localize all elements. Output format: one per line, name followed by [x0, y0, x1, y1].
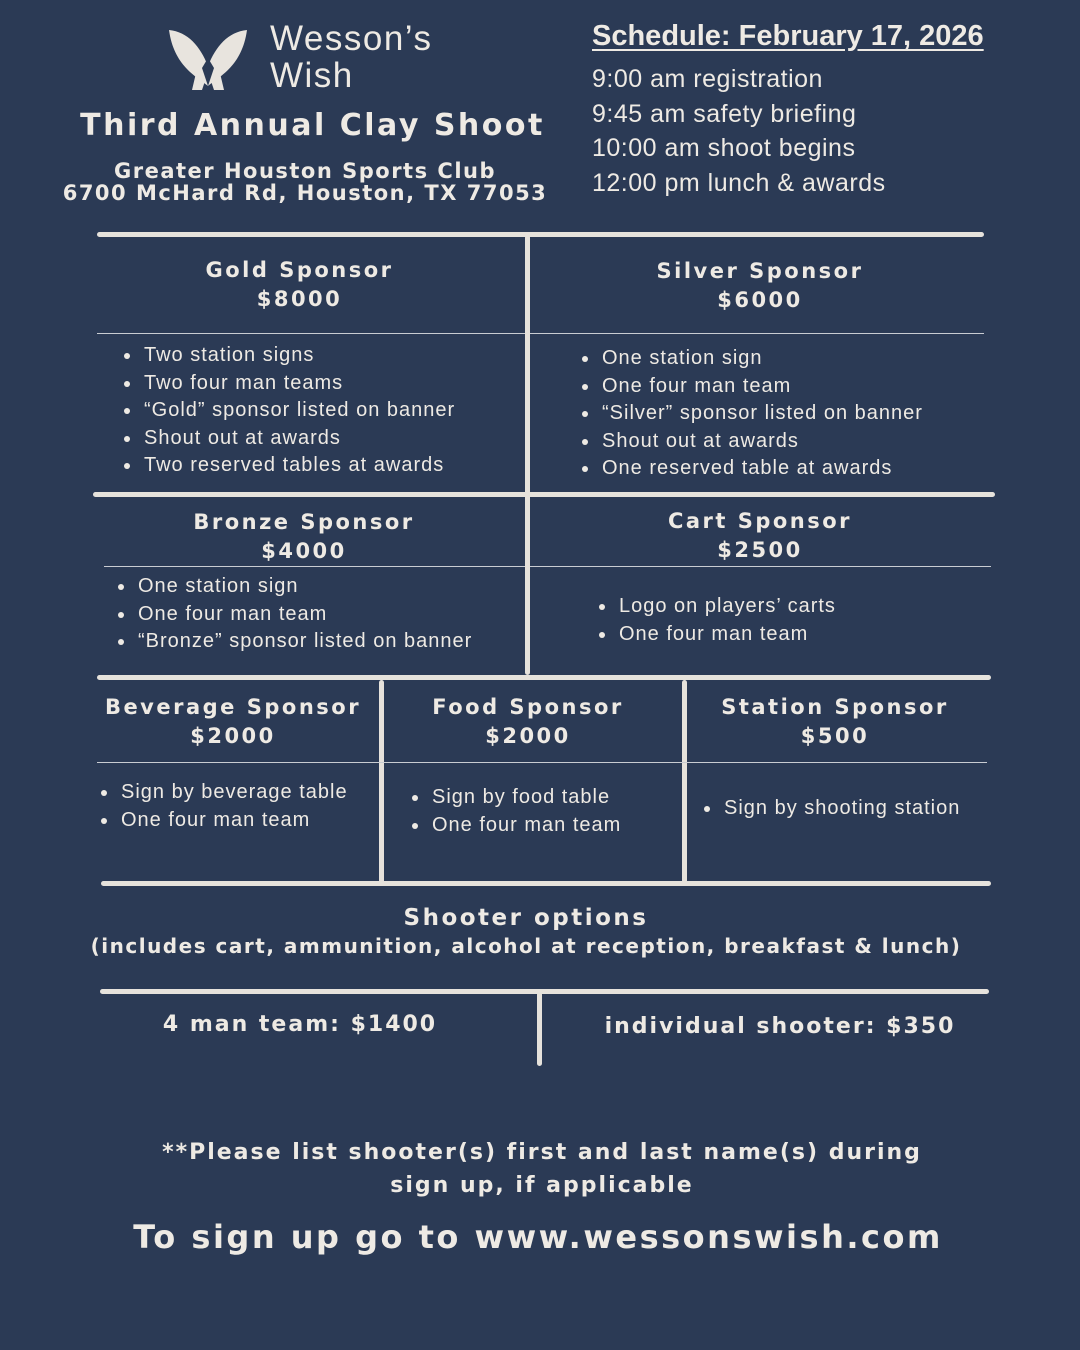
butterfly-logo-icon [166, 26, 250, 94]
food-sponsor-price: $2000 [485, 724, 571, 748]
event-title: Third Annual Clay Shoot [80, 108, 545, 143]
food-sponsor-header [384, 693, 672, 751]
list-item: • One station sign [136, 573, 472, 601]
silver-benefits [576, 345, 923, 483]
list-item: • “Silver” sponsor listed on banner [600, 400, 923, 428]
schedule-heading: Schedule: February 17, 2026 [592, 20, 984, 52]
vdivider-shooter [537, 992, 542, 1066]
food-benefits [406, 784, 621, 839]
list-item: • Sign by food table [430, 784, 621, 812]
divider-row2 [97, 675, 991, 680]
station-sponsor-price: $500 [800, 724, 870, 748]
list-item: • Two station signs [142, 342, 455, 370]
gold-sponsor-header [97, 256, 502, 314]
list-item: • Sign by beverage table [119, 779, 348, 807]
list-item: • Logo on players’ carts [617, 593, 836, 621]
divider-shooter [100, 989, 989, 994]
bronze-sponsor-header [104, 508, 504, 566]
divider-row1 [93, 492, 995, 497]
shooter-subheading: (includes cart, ammunition, alcohol at reception, breakfast & lunch) [90, 934, 962, 958]
cart-benefits [593, 593, 836, 648]
bronze-sponsor-name: Bronze Sponsor [193, 510, 415, 534]
event-venue: Greater Houston Sports Club [113, 159, 497, 183]
thin-rule [530, 333, 984, 334]
gold-sponsor-price: $8000 [256, 287, 343, 311]
list-item: • “Bronze” sponsor listed on banner [136, 628, 472, 656]
beverage-benefits [95, 779, 348, 834]
list-item: • Sign by shooting station [722, 795, 960, 823]
station-benefits [698, 795, 960, 823]
beverage-sponsor-price: $2000 [190, 724, 276, 748]
list-item: • One four man team [136, 601, 472, 629]
individual-price: individual shooter: $350 [604, 1014, 956, 1039]
cart-sponsor-price: $2500 [717, 538, 803, 562]
schedule-list [592, 62, 886, 201]
list-item: • One four man team [119, 807, 348, 835]
beverage-sponsor-name: Beverage Sponsor [104, 695, 362, 719]
signup-link[interactable]: To sign up go to www.wessonswish.com [133, 1218, 943, 1256]
bronze-sponsor-price: $4000 [261, 539, 347, 563]
cart-sponsor-name: Cart Sponsor [667, 509, 853, 533]
event-address: 6700 McHard Rd, Houston, TX 77053 [62, 181, 548, 205]
schedule-item: 12:00 pm lunch & awards [592, 169, 886, 198]
list-item: • Shout out at awards [142, 425, 455, 453]
schedule-item: 10:00 am shoot begins [592, 134, 856, 163]
food-sponsor-name: Food Sponsor [432, 695, 624, 719]
list-item: • Shout out at awards [600, 428, 923, 456]
list-item: • Two four man teams [142, 370, 455, 398]
cart-sponsor-header [530, 507, 990, 565]
list-item: • One reserved table at awards [600, 455, 923, 483]
schedule-item: 9:45 am safety briefing [592, 99, 857, 128]
list-item: • “Gold” sponsor listed on banner [142, 397, 455, 425]
silver-sponsor-header [530, 257, 990, 315]
silver-sponsor-name: Silver Sponsor [656, 259, 864, 283]
bronze-benefits [112, 573, 472, 656]
brand-name-line1: Wesson’s [270, 19, 433, 58]
list-item: • One four man team [617, 621, 836, 649]
brand-name [270, 20, 432, 94]
divider-top [97, 232, 984, 237]
thin-rule [97, 333, 525, 334]
thin-rule [104, 566, 525, 567]
team-price: 4 man team: $1400 [162, 1012, 438, 1037]
list-item: • Two reserved tables at awards [142, 452, 455, 480]
list-item: • One station sign [600, 345, 923, 373]
silver-sponsor-price: $6000 [717, 288, 803, 312]
thin-rule [530, 566, 991, 567]
list-item: • One four man team [600, 373, 923, 401]
beverage-sponsor-header [97, 693, 369, 751]
station-sponsor-name: Station Sponsor [721, 695, 949, 719]
thin-rule [97, 762, 987, 763]
schedule-item: 9:00 am registration [592, 65, 823, 93]
shooter-heading: Shooter options [403, 905, 649, 931]
station-sponsor-header [687, 693, 983, 751]
divider-row3 [101, 881, 991, 886]
shooter-name-note: **Please list shooter(s) first and last name(s) during sign up, if applicable [162, 1140, 922, 1198]
gold-benefits [118, 342, 455, 480]
gold-sponsor-name: Gold Sponsor [205, 258, 394, 282]
list-item: • One four man team [430, 812, 621, 840]
brand-name-line2: Wish [270, 56, 354, 95]
